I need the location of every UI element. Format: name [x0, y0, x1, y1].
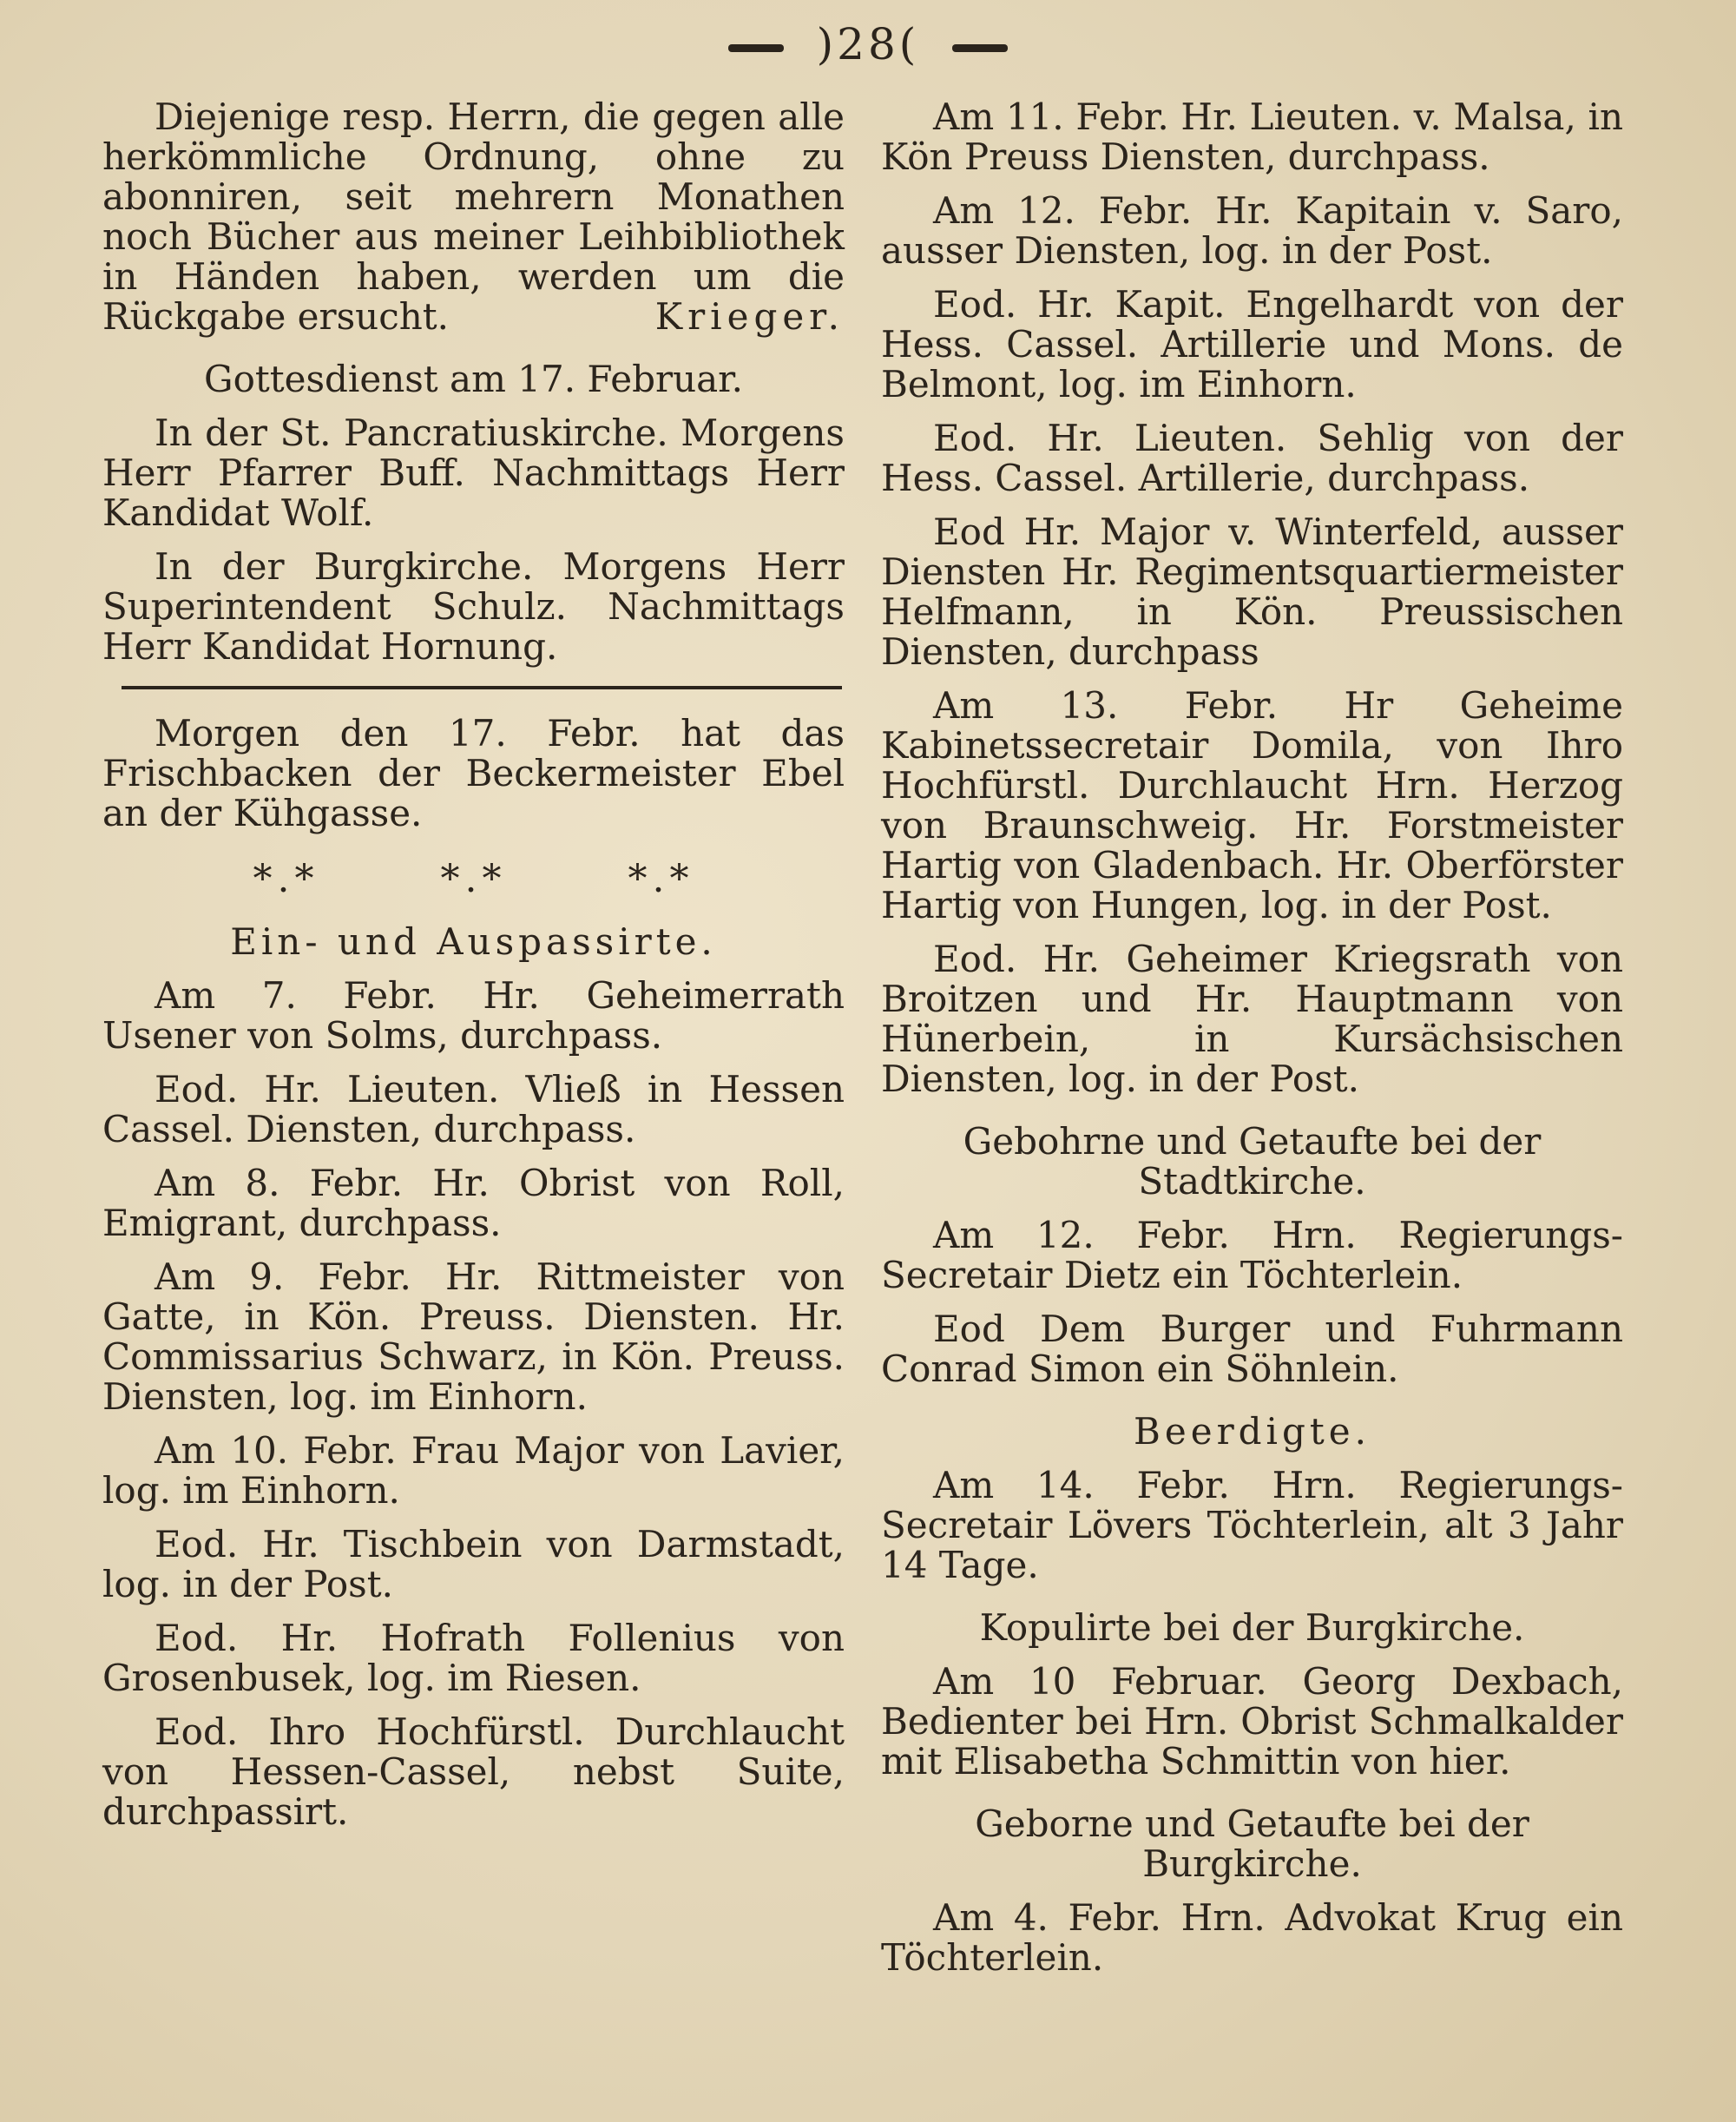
travel-entry: Am 7. Febr. Hr. Geheimerrath Usener von Solms, durchpass.	[102, 974, 845, 1057]
travel-entry: Eod. Ihro Hochfürstl. Durchlaucht von Hessen-Cassel, nebst Suite, durchpassirt.	[102, 1710, 845, 1833]
section-divider	[122, 686, 842, 689]
travel-entry: Eod. Hr. Lieuten. Vließ in Hessen Cassel. Diensten, durchpass.	[102, 1068, 845, 1150]
bakery-notice: Morgen den 17. Febr. hat das Frischbacken der Beckermeister Ebel an der Kühgasse.	[102, 712, 845, 834]
right-column	[881, 97, 1623, 1992]
travel-entry: Am 9. Febr. Hr. Rittmeister von Gatte, in Kön. Preuss. Diensten. Hr. Commissarius Schwarz, in Kön. Preuss. Diensten, log. im Einhorn.	[102, 1255, 845, 1418]
burial-entry: Am 14. Febr. Hrn. Regierungs-Secretair Lövers Töchterlein, alt 3 Jahr 14 Tage.	[881, 1464, 1623, 1586]
travel-entry: Eod. Hr. Hofrath Follenius von Grosenbusek, log. im Riesen.	[102, 1617, 845, 1699]
asterism-3: *.*	[628, 857, 694, 901]
header-ornament-right	[952, 44, 1008, 52]
notice-signature: Krieger.	[654, 295, 845, 338]
birth-entry: Eod Dem Burger und Fuhrmann Conrad Simon ein Söhnlein.	[881, 1308, 1623, 1390]
service-burgkirche: In der Burgkirche. Morgens Herr Superintendent Schulz. Nachmittags Herr Kandidat Hornung.	[102, 545, 845, 668]
marriages-heading: Kopulirte bei der Burgkirche.	[979, 1606, 1525, 1649]
asterism-1: *.*	[253, 857, 319, 901]
asterism-divider	[102, 857, 845, 901]
births-castle-heading: Geborne und Getaufte bei der Burgkirche.	[975, 1802, 1529, 1885]
header-ornament-left	[728, 44, 784, 52]
burials-heading: Beerdigte.	[1134, 1410, 1371, 1453]
service-pancratius: In der St. Pancratiuskirche. Morgens Herr Pfarrer Buff. Nachmittags Herr Kandidat Wolf.	[102, 412, 845, 534]
travel-entry: Eod. Hr. Lieuten. Sehlig von der Hess. Cassel. Artillerie, durchpass.	[881, 417, 1623, 499]
travel-entry: Am 12. Febr. Hr. Kapitain v. Saro, ausser Diensten, log. in der Post.	[881, 189, 1623, 272]
asterism-2: *.*	[440, 857, 507, 901]
travel-entry: Eod. Hr. Tischbein von Darmstadt, log. in der Post.	[102, 1523, 845, 1605]
travel-entry: Eod. Hr. Kapit. Engelhardt von der Hess. Cassel. Artillerie und Mons. de Belmont, log. im Einhorn.	[881, 283, 1623, 405]
page-number: )28(	[816, 19, 920, 69]
birth-entry: Am 4. Febr. Hrn. Advokat Krug ein Töchterlein.	[881, 1896, 1623, 1979]
travel-entry: Am 11. Febr. Hr. Lieuten. v. Malsa, in Kön Preuss Diensten, durchpass.	[881, 96, 1623, 178]
page-header	[0, 19, 1736, 69]
travel-entry: Am 10. Febr. Frau Major von Lavier, log. im Einhorn.	[102, 1429, 845, 1512]
library-notice	[102, 97, 845, 337]
library-notice-text: Diejenige resp. Herrn, die gegen alle herkömmliche Ordnung, ohne zu abonniren, seit mehrern Monathen noch Bücher aus meiner Leihbibliothek in Händen haben, werden um die Rückgabe ersucht.	[102, 96, 845, 338]
birth-entry: Am 12. Febr. Hrn. Regierungs-Secretair Dietz ein Töchterlein.	[881, 1214, 1623, 1296]
travel-entry: Am 13. Febr. Hr Geheime Kabinetssecretair Domila, von Ihro Hochfürstl. Durchlaucht Hrn. Herzog von Braunschweig. Hr. Forstmeister Hartig von Gladenbach. Hr. Oberförster Hartig von Hungen, log. in der Post.	[881, 684, 1623, 926]
travel-entry: Am 8. Febr. Hr. Obrist von Roll, Emigrant, durchpass.	[102, 1162, 845, 1244]
marriage-entry: Am 10 Februar. Georg Dexbach, Bedienter bei Hrn. Obrist Schmalkalder mit Elisabetha Schmittin von hier.	[881, 1660, 1623, 1783]
travel-entry: Eod Hr. Major v. Winterfeld, ausser Diensten Hr. Regimentsquartiermeister Helfmann, in Kön. Preussischen Diensten, durchpass	[881, 511, 1623, 673]
travel-heading: Ein- und Auspassirte.	[230, 920, 717, 963]
service-heading: Gottesdienst am 17. Februar.	[204, 358, 743, 400]
births-city-heading: Gebohrne und Getaufte bei der Stadtkirche.	[963, 1120, 1542, 1203]
left-column	[102, 97, 845, 1846]
travel-entry: Eod. Hr. Geheimer Kriegsrath von Broitzen und Hr. Hauptmann von Hünerbein, in Kursächsischen Diensten, log. in der Post.	[881, 938, 1623, 1100]
